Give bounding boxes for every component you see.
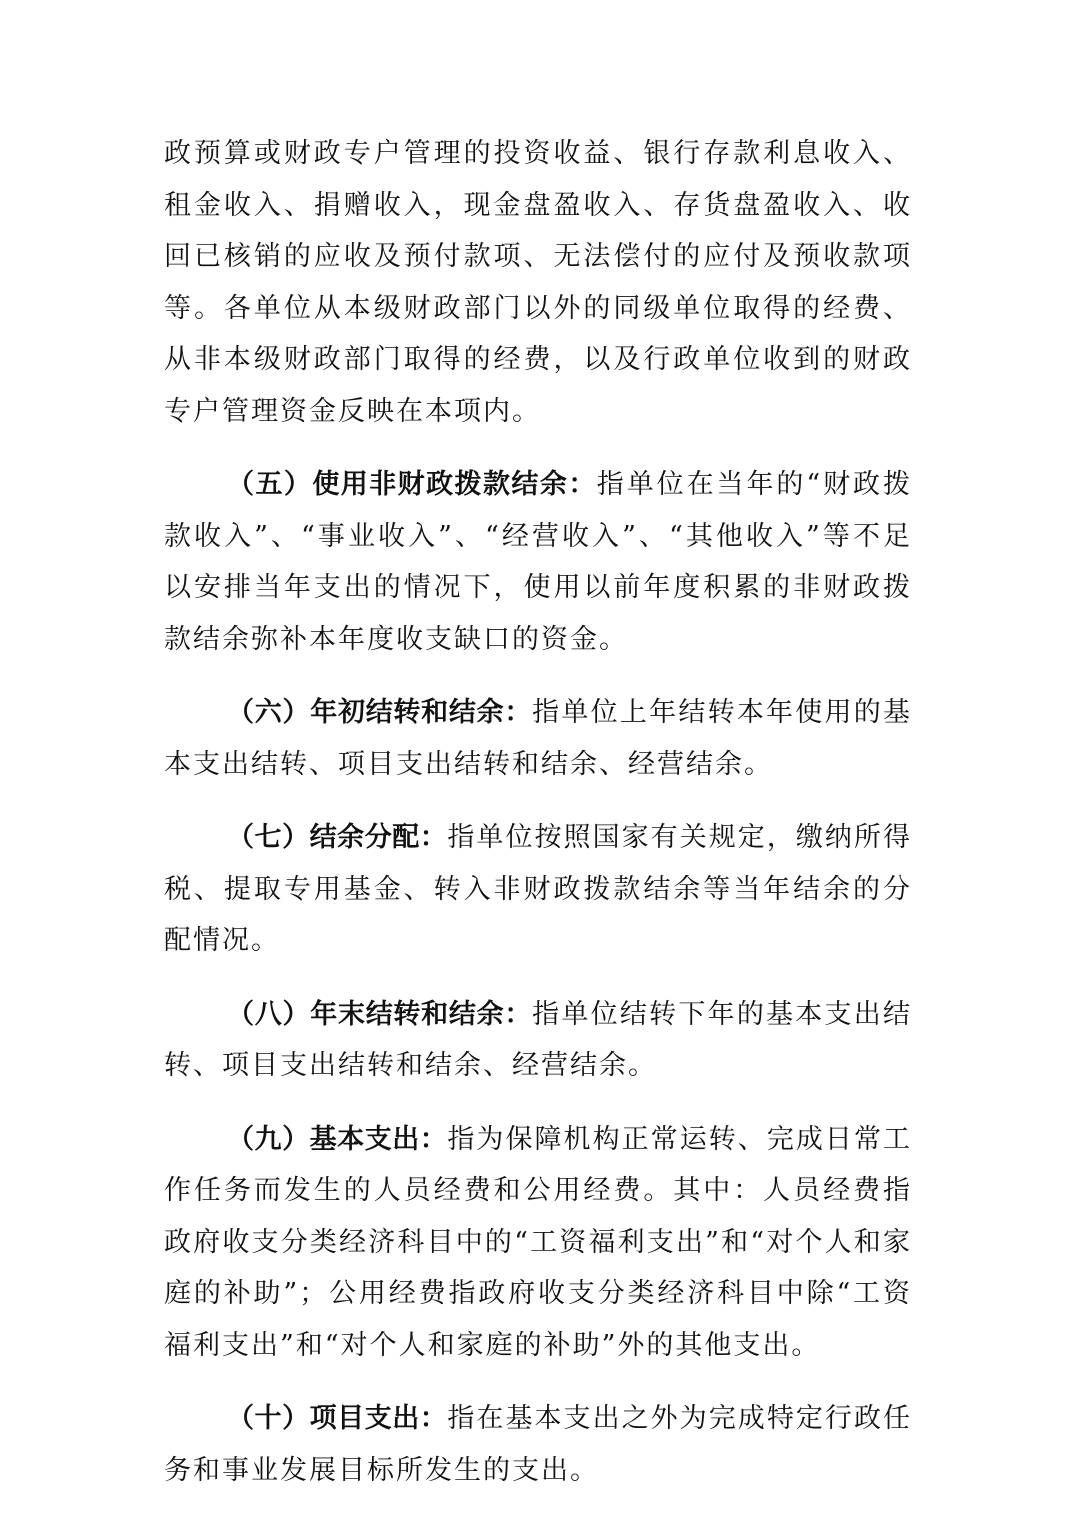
item-6-term: （六）年初结转和结余： <box>227 697 533 728</box>
item-5-paragraph <box>164 459 912 665</box>
item-7-paragraph <box>164 812 912 967</box>
document-page <box>164 128 912 1496</box>
item-9-paragraph <box>164 1114 912 1372</box>
item-6-paragraph <box>164 687 912 790</box>
item-8-term: （八）年末结转和结余： <box>227 998 533 1030</box>
paragraph-text: 政预算或财政专户管理的投资收益、银行存款利息收入、租金收入、捐赠收入，现金盘盈收入、存货盘盈收入、收回已核销的应收及预付款项、无法偿付的应付及预收款项等。各单位从本级财政部门以外的同级单位取得的经费、从非本级财政部门取得的经费，以及行政单位收到的财政专户管理资金反映在本项内。 <box>164 138 912 427</box>
item-10-text: 指在基本支出之外为完成特定行政任务和事业发展目标所发生的支出。 <box>164 1403 913 1486</box>
item-5-term: （五）使用非财政拨款结余： <box>227 469 597 500</box>
item-9-term: （九）基本支出： <box>227 1123 448 1155</box>
item-7-term: （七）结余分配： <box>227 822 448 853</box>
item-5-text: 指单位在当年的“财政拨款收入”、“事业收入”、“经营收入”、“其他收入”等不足以安排当年支出的情况下，使用以前年度积累的非财政拨款结余弥补本年度收支缺口的资金。 <box>164 469 912 655</box>
item-7-text: 指单位按照国家有关规定，缴纳所得税、提取专用基金、转入非财政拨款结余等当年结余的分配情况。 <box>164 822 913 956</box>
continued-paragraph <box>164 128 912 437</box>
item-8-paragraph <box>164 989 912 1092</box>
item-10-paragraph <box>164 1393 912 1496</box>
item-9-text: 指为保障机构正常运转、完成日常工作任务而发生的人员经费和公用经费。其中：人员经费指政府收支分类经济科目中的“工资福利支出”和“对个人和家庭的补助”；公用经费指政府收支分类经济科目中除“工资福利支出”和“对个人和家庭的补助”外的其他支出。 <box>164 1123 913 1361</box>
item-10-term: （十）项目支出： <box>227 1403 448 1434</box>
item-8-text: 指单位结转下年的基本支出结转、项目支出结转和结余、经营结余。 <box>164 998 913 1081</box>
item-6-text: 指单位上年结转本年使用的基本支出结转、项目支出结转和结余、经营结余。 <box>164 697 913 780</box>
